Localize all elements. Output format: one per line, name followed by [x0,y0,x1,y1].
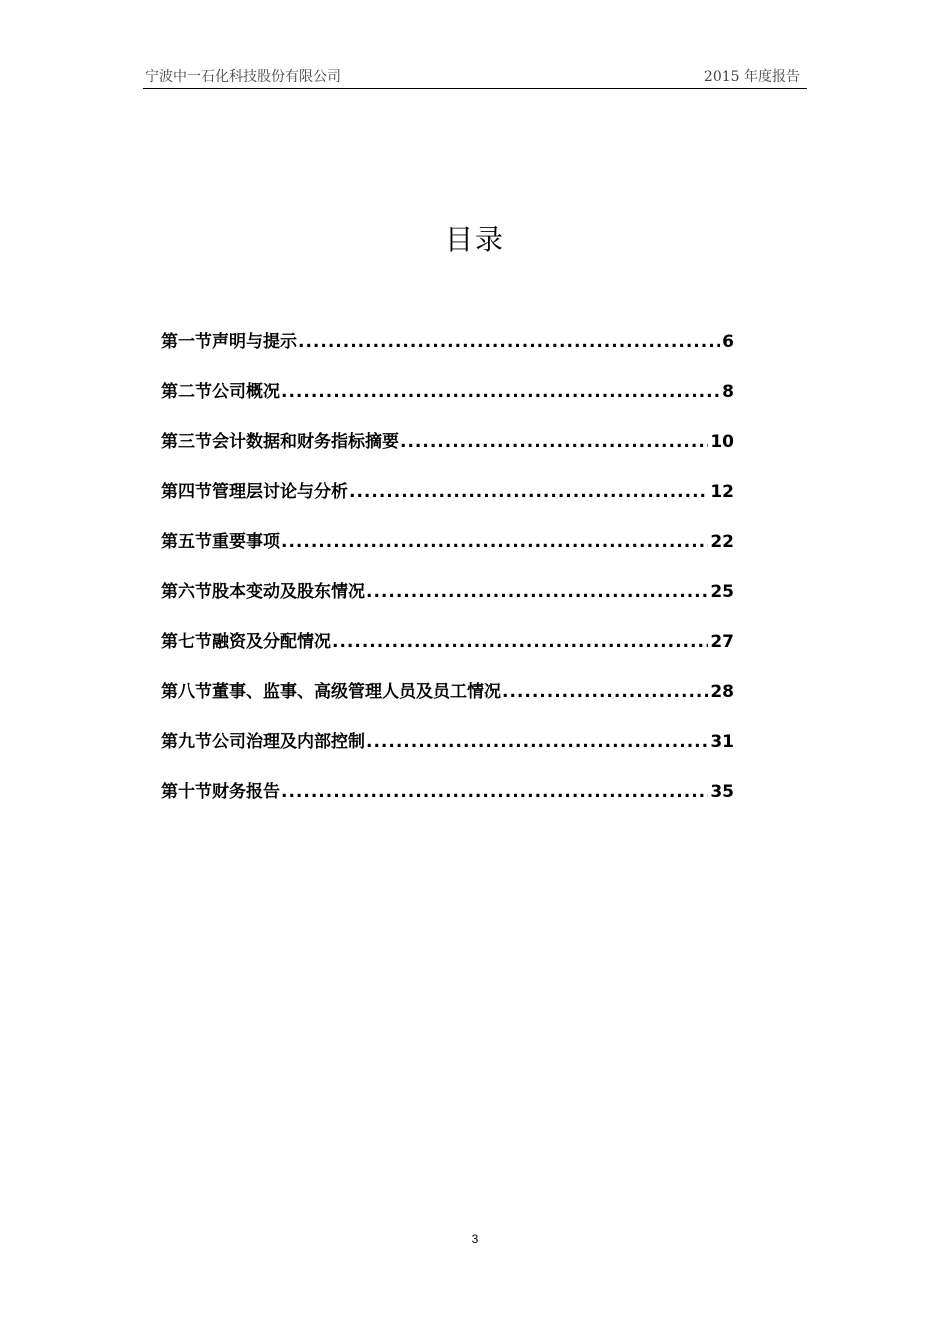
toc-entry[interactable] [161,427,734,477]
toc-entry-page: 22 [710,532,734,552]
toc-entry-label: 第六节股本变动及股东情况 [161,582,365,602]
toc-entry-page: 31 [710,732,734,752]
toc-entry[interactable] [161,577,734,627]
header-divider [143,88,807,89]
toc-entry[interactable] [161,477,734,527]
toc-entry-page: 27 [710,632,734,652]
toc-dot-leader [366,732,708,752]
toc-entry-label: 第二节公司概况 [161,382,280,402]
toc-entry[interactable] [161,327,734,377]
toc-dot-leader [400,432,708,452]
toc-entry[interactable] [161,627,734,677]
header-report-title: 2015 年度报告 [703,69,800,85]
toc-title: 目录 [444,223,505,256]
toc-entry[interactable] [161,777,734,827]
toc-entry-page: 12 [710,482,734,502]
toc-entry-label: 第一节声明与提示 [161,332,297,352]
toc-list [161,327,734,827]
toc-entry-label: 第五节重要事项 [161,532,280,552]
toc-entry-label: 第七节融资及分配情况 [161,632,331,652]
page-number: 3 [471,1232,479,1246]
toc-entry[interactable] [161,377,734,427]
toc-entry-page: 10 [710,432,734,452]
toc-entry-label: 第三节会计数据和财务指标摘要 [161,432,399,452]
toc-entry-page: 25 [710,582,734,602]
toc-entry-page: 6 [722,332,734,352]
header-company-name: 宁波中一石化科技股份有限公司 [145,69,341,85]
toc-entry[interactable] [161,677,734,727]
toc-dot-leader [281,782,708,802]
toc-entry-page: 28 [710,682,734,702]
toc-entry-label: 第九节公司治理及内部控制 [161,732,365,752]
toc-dot-leader [366,582,708,602]
toc-entry[interactable] [161,527,734,577]
toc-dot-leader [502,682,708,702]
toc-entry-page: 35 [710,782,734,802]
toc-dot-leader [298,332,720,352]
toc-entry-page: 8 [722,382,734,402]
toc-dot-leader [281,532,708,552]
toc-dot-leader [281,382,720,402]
toc-entry[interactable] [161,727,734,777]
toc-dot-leader [349,482,708,502]
toc-entry-label: 第八节董事、监事、高级管理人员及员工情况 [161,682,501,702]
toc-entry-label: 第四节管理层讨论与分析 [161,482,348,502]
toc-entry-label: 第十节财务报告 [161,782,280,802]
toc-dot-leader [332,632,708,652]
